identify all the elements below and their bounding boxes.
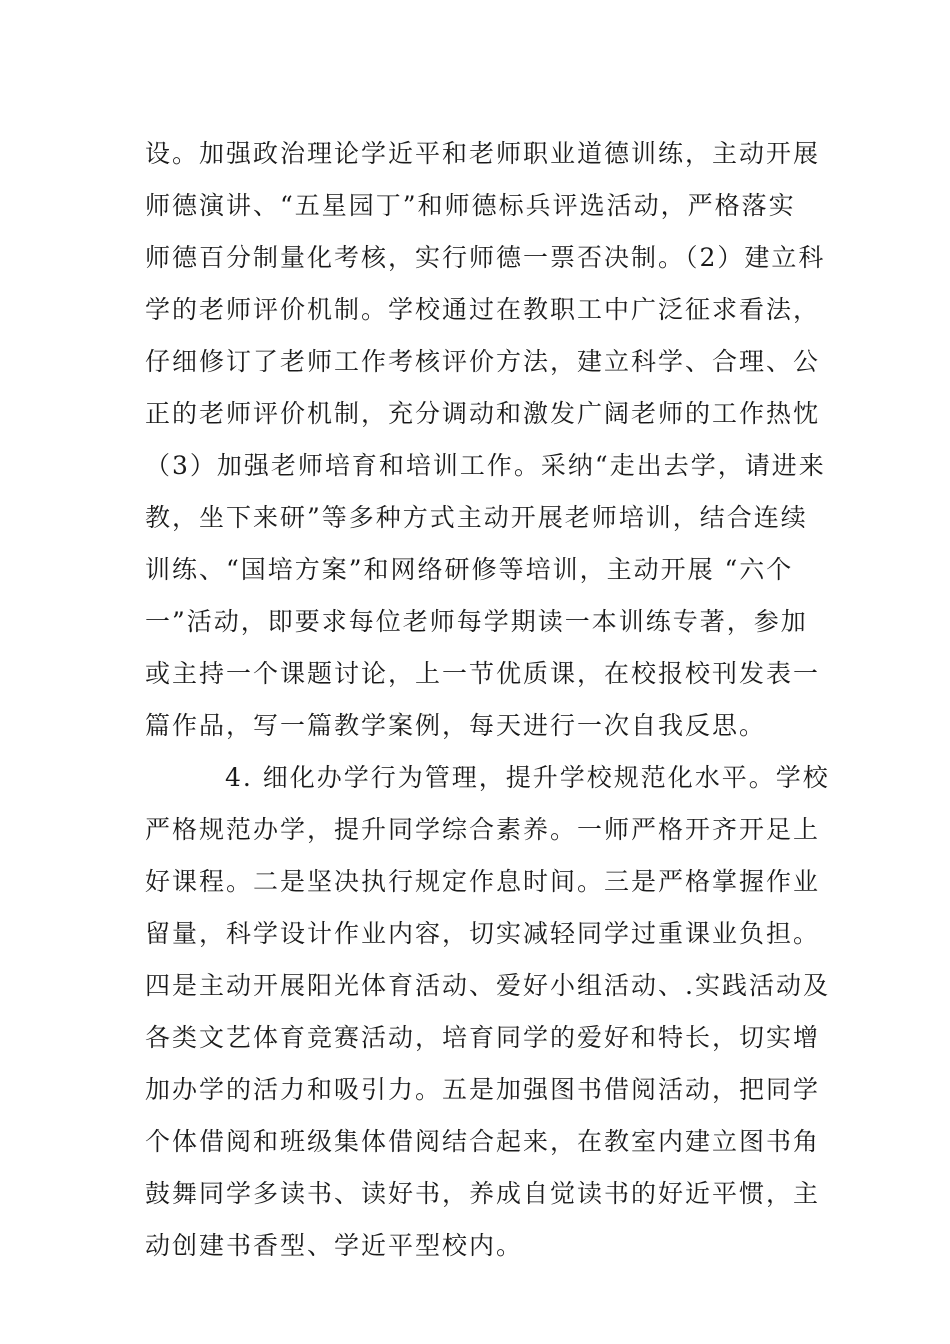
- text-line: 严格规范办学，提升同学综合素养。一师严格开齐开足上: [145, 815, 821, 844]
- text-line: 加办学的活力和吸引力。五是加强图书借阅活动，把同学: [145, 1075, 821, 1104]
- text-line: 个体借阅和班级集体借阅结合起来，在教室内建立图书角: [145, 1127, 821, 1156]
- text-line: 篇作品，写一篇教学案例，每天进行一次自我反思。: [145, 711, 767, 740]
- text-line: 正的老师评价机制，充分调动和激发广阔老师的工作热忱: [145, 399, 821, 428]
- text-line: 四是主动开展阳光体育活动、爱好小组活动、.实践活动及: [145, 971, 830, 1000]
- text-line: 训练、“国培方案”和网络研修等培训，主动开展 “六个: [145, 555, 794, 584]
- text-line: 学的老师评价机制。学校通过在教职工中广泛征求看法，: [145, 295, 821, 324]
- text-line: 一”活动，即要求每位老师每学期读一本训练专著，参加: [145, 607, 808, 636]
- text-line: 师德百分制量化考核，实行师德一票否决制。（2）建立科: [145, 243, 826, 272]
- text-line: 教，坐下来研”等多种方式主动开展老师培训，结合连续: [145, 503, 808, 532]
- text-line: 鼓舞同学多读书、读好书，养成自觉读书的好近平惯，主: [145, 1179, 821, 1208]
- body-text: [145, 128, 830, 1272]
- text-line: 仔细修订了老师工作考核评价方法，建立科学、合理、公: [145, 347, 821, 376]
- text-line: 或主持一个课题讨论，上一节优质课，在校报校刊发表一: [145, 659, 821, 688]
- text-line: 设。加强政治理论学近平和老师职业道德训练，主动开展: [145, 139, 821, 168]
- text-line: 师德演讲、“五星园丁”和师德标兵评选活动，严格落实: [145, 191, 796, 220]
- text-line: 好课程。二是坚决执行规定作息时间。三是严格掌握作业: [145, 867, 821, 896]
- text-line: （3）加强老师培育和培训工作。采纳“走出去学，请进来: [145, 451, 826, 480]
- text-line: 动创建书香型、学近平型校内。: [145, 1231, 524, 1260]
- text-line: 各类文艺体育竞赛活动，培育同学的爱好和特长，切实增: [145, 1023, 821, 1052]
- paragraph-teacher-development: [145, 128, 826, 752]
- text-line: 4. 细化办学行为管理，提升学校规范化水平。学校: [225, 763, 830, 792]
- paragraph-school-management: [145, 752, 830, 1272]
- text-line: 留量，科学设计作业内容，切实减轻同学过重课业负担。: [145, 919, 821, 948]
